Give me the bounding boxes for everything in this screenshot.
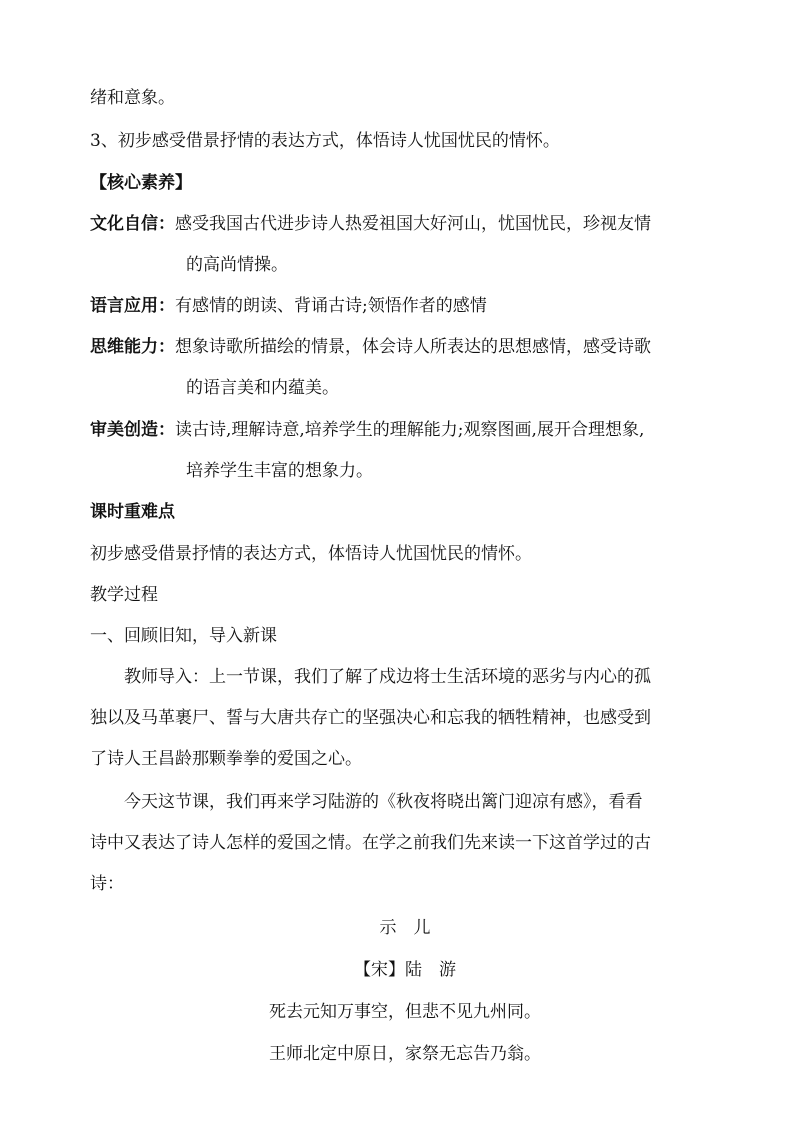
paragraph-2-line-1: 今天这节课，我们再来学习陆游的《秋夜将晓出篱门迎凉有感》，看看 xyxy=(124,792,643,812)
key-points-heading: 课时重难点 xyxy=(90,502,175,522)
language-label: 语言应用： xyxy=(90,296,175,316)
thinking-item xyxy=(90,335,651,359)
thinking-text-cont: 的语言美和内蕴美。 xyxy=(186,378,339,398)
thinking-label: 思维能力： xyxy=(90,337,175,357)
section-1-heading: 一、回顾旧知，导入新课 xyxy=(90,626,277,646)
text-line: 绪和意象。 xyxy=(90,88,175,108)
aesthetic-item xyxy=(90,418,644,442)
paragraph-1-line-1: 教师导入：上一节课，我们了解了戍边将士生活环境的恶劣与内心的孤 xyxy=(124,667,651,687)
culture-text-cont: 的高尚情操。 xyxy=(186,255,288,275)
poem-author: 【宋】陆 游 xyxy=(354,960,456,980)
paragraph-1-line-3: 了诗人王昌龄那颗拳拳的爱国之心。 xyxy=(90,749,362,769)
key-points-text: 初步感受借景抒情的表达方式，体悟诗人忧国忧民的情怀。 xyxy=(90,544,532,564)
poem-line-2: 王师北定中原日，家祭无忘告乃翁。 xyxy=(269,1044,541,1064)
culture-label: 文化自信： xyxy=(90,214,175,234)
language-item xyxy=(90,294,487,318)
paragraph-1-line-2: 独以及马革裹尸、誓与大唐共存亡的坚强决心和忘我的牺牲精神，也感受到 xyxy=(90,708,651,728)
aesthetic-text: 读古诗,理解诗意,培养学生的理解能力;观察图画,展开合理想象, xyxy=(175,420,645,440)
thinking-text: 想象诗歌所描绘的情景，体会诗人所表达的思想感情，感受诗歌 xyxy=(175,337,651,357)
culture-text: 感受我国古代进步诗人热爱祖国大好河山，忧国忧民，珍视友情 xyxy=(175,214,651,234)
core-literacy-heading: 【核心素养】 xyxy=(90,173,192,193)
aesthetic-text-cont: 培养学生丰富的想象力。 xyxy=(186,461,373,481)
poem-line-1: 死去元知万事空，但悲不见九州同。 xyxy=(269,1002,541,1022)
process-heading: 教学过程 xyxy=(90,585,158,605)
aesthetic-label: 审美创造： xyxy=(90,420,175,440)
paragraph-2-line-2: 诗中又表达了诗人怎样的爱国之情。在学之前我们先来读一下这首学过的古 xyxy=(90,833,651,853)
objective-3: 3、初步感受借景抒情的表达方式，体悟诗人忧国忧民的情怀。 xyxy=(90,131,560,151)
culture-item xyxy=(90,212,651,236)
paragraph-2-line-3: 诗： xyxy=(90,874,124,894)
language-text: 有感情的朗读、背诵古诗;领悟作者的感情 xyxy=(175,296,487,316)
poem-title: 示 儿 xyxy=(379,918,431,938)
